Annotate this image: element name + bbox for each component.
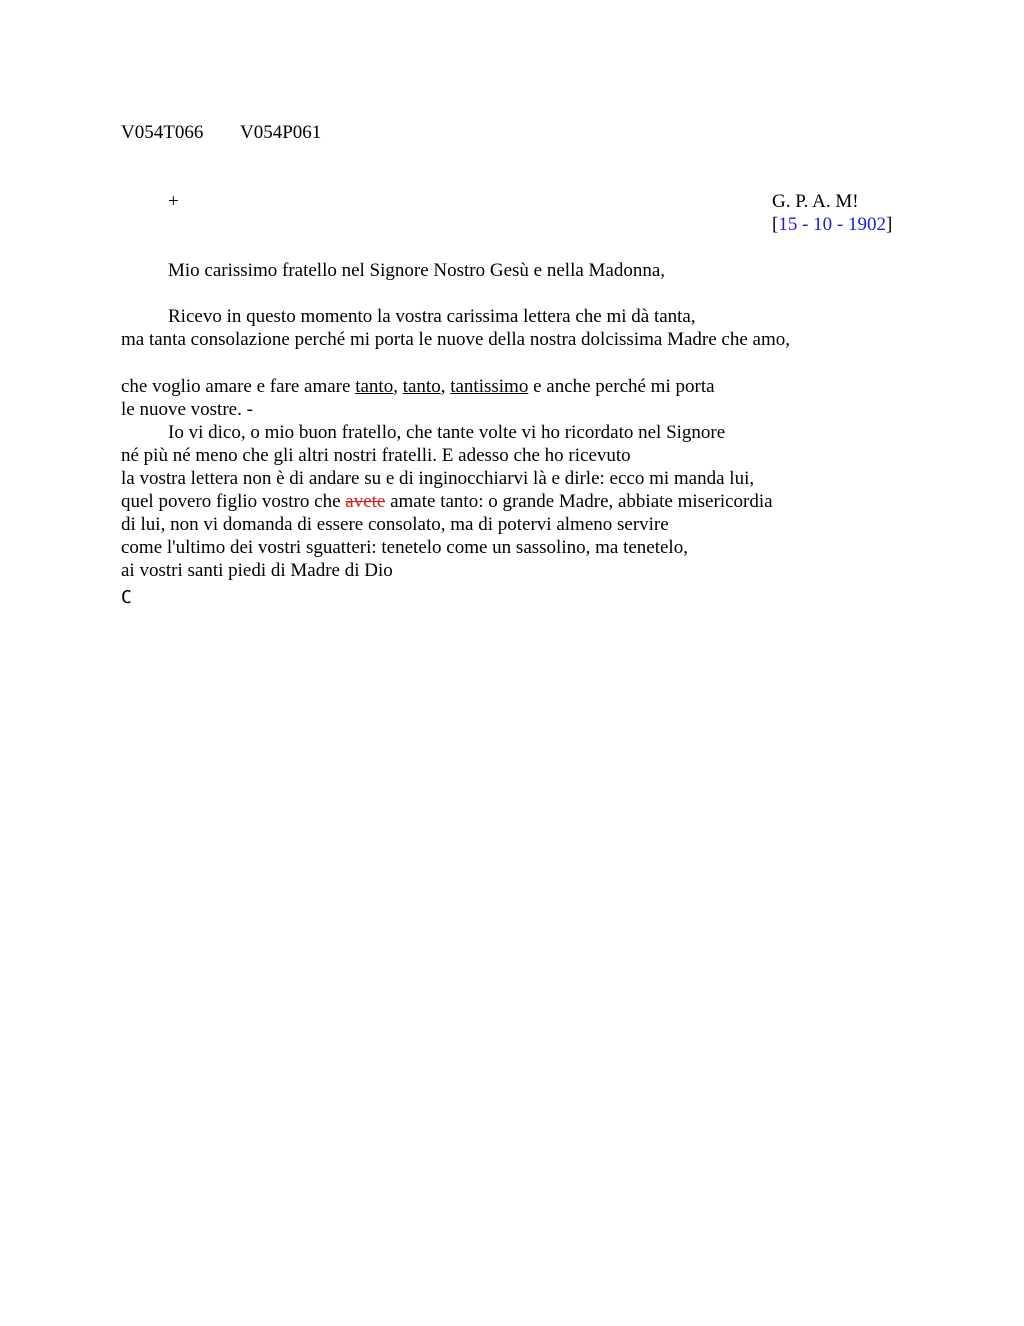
body-line: ai vostri santi piedi di Madre di Dio bbox=[121, 560, 393, 581]
date-value: 15 - 10 - 1902 bbox=[778, 214, 886, 235]
date-bracket-close: ] bbox=[885, 214, 893, 235]
body-line: le nuove vostre. - bbox=[121, 399, 253, 420]
underlined-word: tanto bbox=[402, 376, 441, 397]
body-line: come l'ultimo dei vostri sguatteri: tenetelo come un sassolino, ma tenetelo, bbox=[121, 537, 688, 558]
body-line: Ricevo in questo momento la vostra carissima lettera che mi dà tanta, bbox=[168, 306, 696, 327]
body-line: né più né meno che gli altri nostri fratelli. E adesso che ho ricevuto bbox=[121, 445, 631, 466]
salutation: Mio carissimo fratello nel Signore Nostro Gesù e nella Madonna, bbox=[168, 260, 666, 281]
page-code: V054P061 bbox=[240, 122, 322, 143]
continuation-mark: C bbox=[121, 587, 132, 608]
body-line: che voglio amare e fare amare tanto, tanto, tantissimo e anche perché mi porta bbox=[121, 376, 715, 397]
underlined-word: tanto bbox=[355, 376, 394, 397]
cross-mark: + bbox=[168, 191, 179, 212]
deleted-word: avete bbox=[345, 491, 386, 512]
date-bracket-open: [ bbox=[772, 214, 779, 235]
underlined-word: tantissimo bbox=[450, 376, 529, 397]
body-line: ma tanta consolazione perché mi porta le nuove della nostra dolcissima Madre che amo, bbox=[121, 329, 790, 350]
body-line: di lui, non vi domanda di essere consolato, ma di potervi almeno servire bbox=[121, 514, 669, 535]
letter-date bbox=[772, 213, 892, 236]
body-line: la vostra lettera non è di andare su e di inginocchiarvi là e dirle: ecco mi manda lui, bbox=[121, 468, 755, 489]
body-line: Io vi dico, o mio buon fratello, che tante volte vi ho ricordato nel Signore bbox=[168, 422, 726, 443]
document-code: V054T066 bbox=[121, 122, 204, 143]
initials-heading: G. P. A. M! bbox=[772, 191, 859, 212]
body-line: quel povero figlio vostro che avete amate tanto: o grande Madre, abbiate misericordia bbox=[121, 491, 773, 512]
